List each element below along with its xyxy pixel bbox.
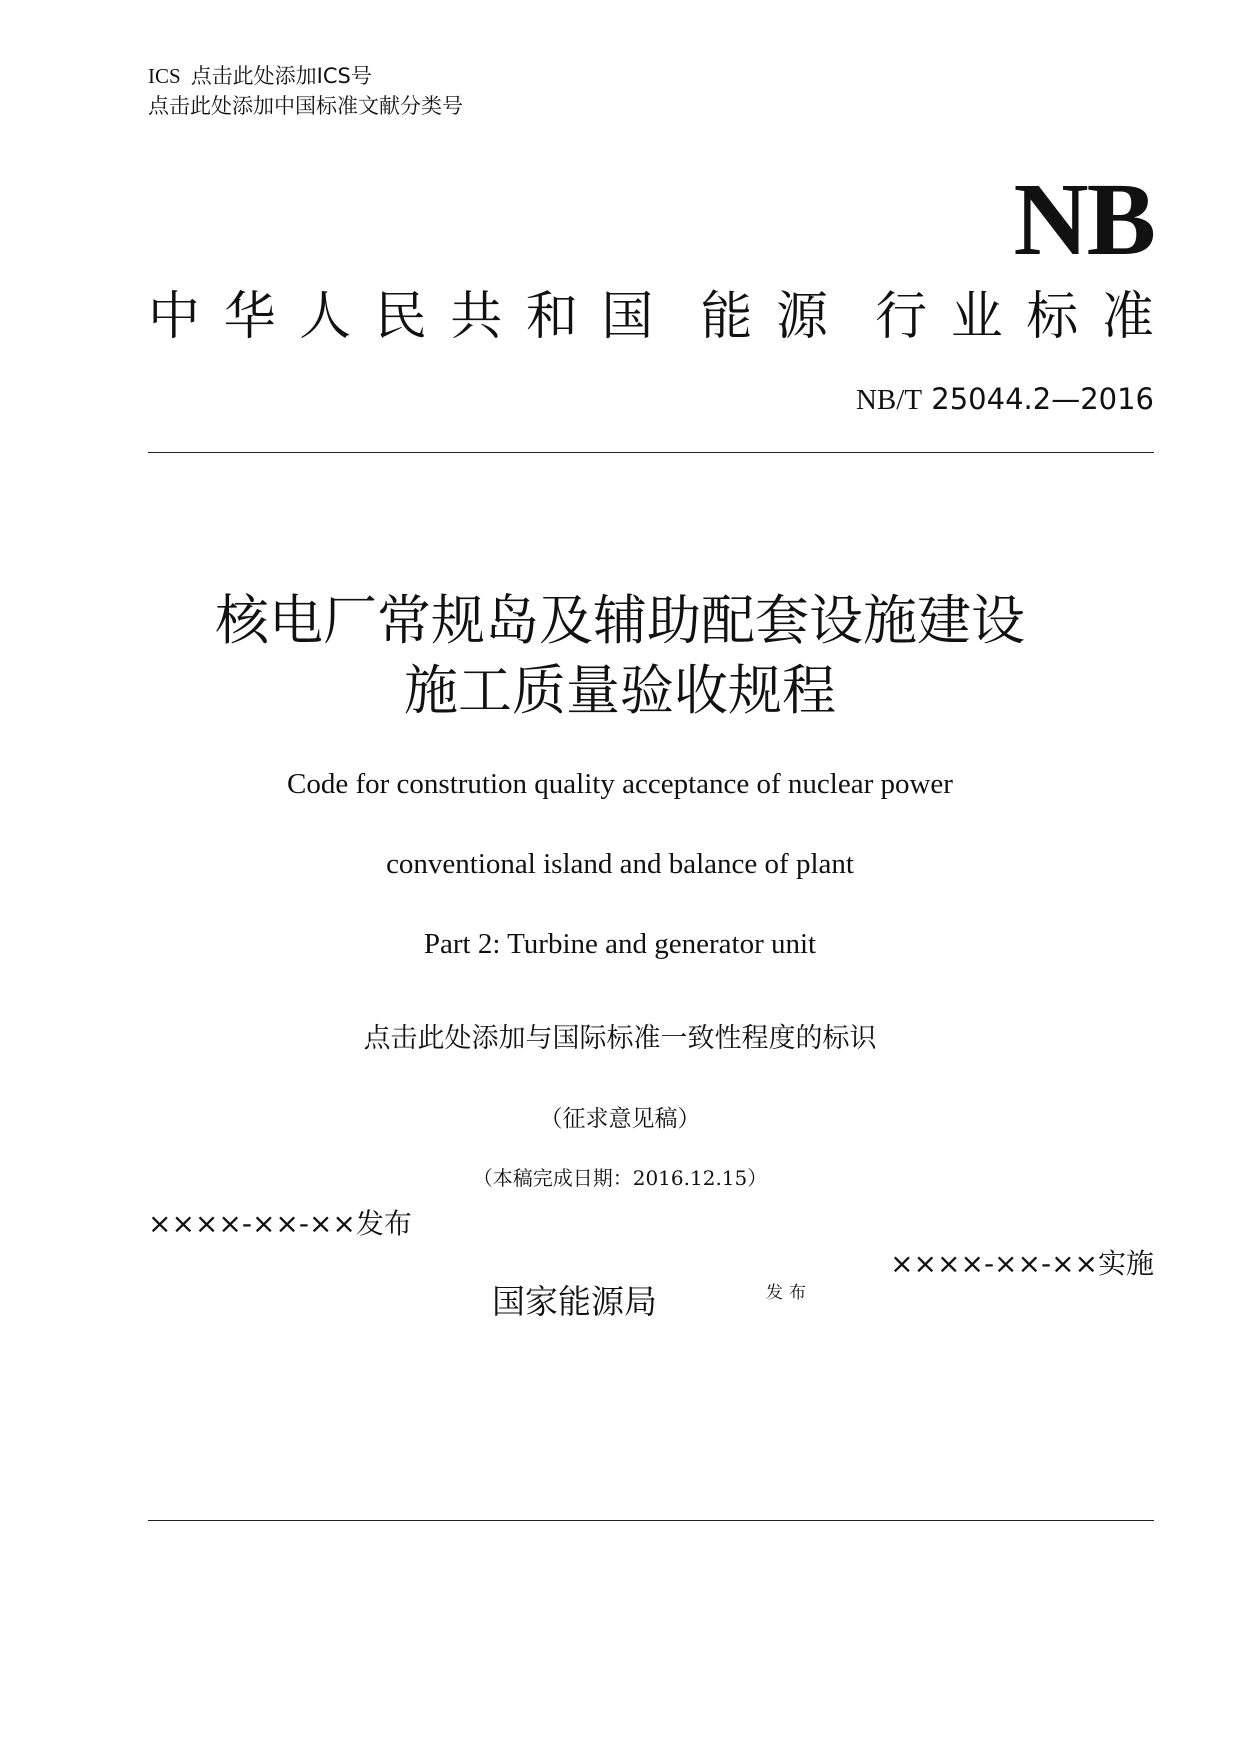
consistency-placeholder[interactable]: 点击此处添加与国际标准一致性程度的标识 [363,1023,877,1054]
title-en-line2: conventional island and balance of plant [386,848,854,880]
standard-number [856,382,1154,417]
org-title-char: 中 [148,287,201,347]
org-title-char: 源 [776,287,829,347]
org-title-char: 准 [1101,287,1154,347]
title-cn-line2: 施工质量验收规程 [404,659,836,722]
org-title-char: 华 [223,287,276,347]
title-en-line3: Part 2: Turbine and generator unit [423,928,817,960]
publish-word: 发布 [766,1283,812,1303]
org-title-char: 标 [1026,287,1079,347]
bottom-divider [148,1520,1154,1521]
publisher: 国家能源局 [492,1282,657,1321]
top-divider [148,452,1154,453]
ics-line [148,60,372,90]
org-title-char: 共 [450,287,503,347]
org-title-char: 民 [374,287,427,347]
publish-date: ××××-××-××发布 [148,1207,412,1240]
org-title-char: 和 [525,287,578,347]
nb-logo: NB [1013,162,1154,277]
ccs-placeholder[interactable]: 点击此处添加中国标准文献分类号 [148,94,463,118]
draft-note: （征求意见稿） [539,1106,701,1132]
title-cn-line1: 核电厂常规岛及辅助配套设施建设 [215,589,1025,652]
ics-placeholder[interactable]: 点击此处添加ICS号 [190,64,372,88]
org-title-char: 国 [601,287,654,347]
title-en-line1: Code for constrution quality acceptance of nuclear power [287,768,953,800]
org-title-char: 业 [950,287,1003,347]
org-title-char: 行 [875,287,928,347]
standard-number-value: 25044.2—2016 [931,382,1154,416]
standard-number-prefix: NB/T [855,384,923,416]
ics-prefix: ICS [148,64,181,88]
effective-date: ××××-××-××实施 [890,1247,1154,1280]
org-title [148,282,1154,352]
org-title-char: 能 [700,287,753,347]
org-title-char: 人 [299,287,352,347]
draft-date: （本稿完成日期：2016.12.15） [472,1166,768,1190]
